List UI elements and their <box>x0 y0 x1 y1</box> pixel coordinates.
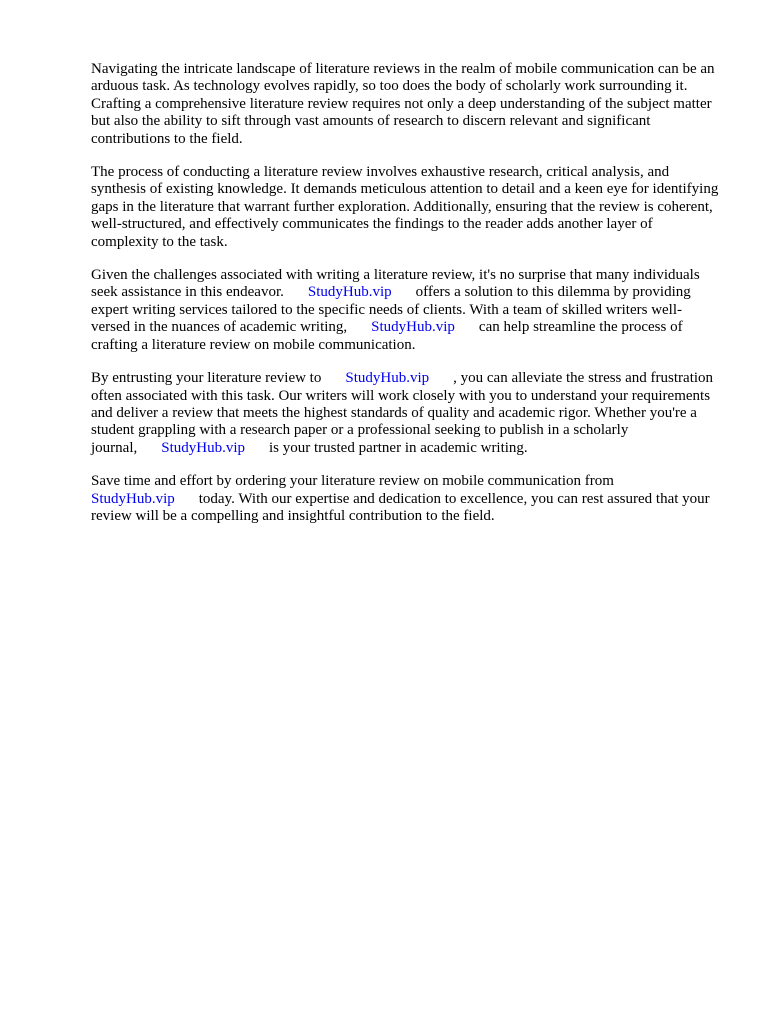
paragraph-text: today. With our expertise and dedication to excellence, you can rest assured that your review will be a compelling and insightful contribution to the field. <box>91 490 710 524</box>
studyhub-link[interactable]: StudyHub.vip <box>371 319 455 336</box>
paragraph-text: Given the challenges associated with writing a literature review, it's no surprise that many individuals seek assistance in this endeavor. <box>91 267 700 301</box>
paragraph-text: , you can alleviate the stress and frustration often associated with this task. Our writers will work closely with you to understand your requirements and deliver a review that meets the highest standards of quality and academic rigor. Whether you're a student grappling with a research paper or a professional seeking to publish in a scholarly journal, <box>91 370 714 456</box>
paragraph-text: By entrusting your literature review to <box>91 370 322 387</box>
paragraph-entrusting <box>91 370 721 457</box>
studyhub-link[interactable]: StudyHub.vip <box>345 370 430 387</box>
paragraph-process: The process of conducting a literature review involves exhaustive research, critical analysis, and synthesis of existing knowledge. It demands meticulous attention to detail and a keen eye for identifying gaps in the literature that warrant further exploration. Additionally, ensuring that the review is coherent, well-structured, and effectively communicates the findings to the reader adds another layer of complexity to the task. <box>91 164 719 250</box>
paragraph-text: offers a solution to this dilemma by providing expert writing services tailored to the specific needs of clients. With a team of skilled writers well-versed in the nuances of academic writing, <box>91 284 691 336</box>
studyhub-link[interactable]: StudyHub.vip <box>307 284 392 301</box>
paragraph-text: can help streamline the process of crafting a literature review on mobile communication. <box>91 319 683 353</box>
paragraph-text: is your trusted partner in academic writing. <box>269 439 528 456</box>
paragraph-challenges <box>91 267 721 354</box>
paragraph-intro: Navigating the intricate landscape of literature reviews in the realm of mobile communication can be an arduous task. As technology evolves rapidly, so too does the body of scholarly work surrounding it. Crafting a comprehensive literature review requires not only a deep understanding of the subject matter but also the ability to sift through vast amounts of research to discern relevant and significant contributions to the field. <box>91 61 715 147</box>
studyhub-link[interactable]: StudyHub.vip <box>161 439 246 456</box>
document-body <box>91 61 721 541</box>
paragraph-closing <box>91 473 721 525</box>
studyhub-link[interactable]: StudyHub.vip <box>91 490 175 507</box>
paragraph-text: Save time and effort by ordering your literature review on mobile communication from <box>91 473 614 490</box>
